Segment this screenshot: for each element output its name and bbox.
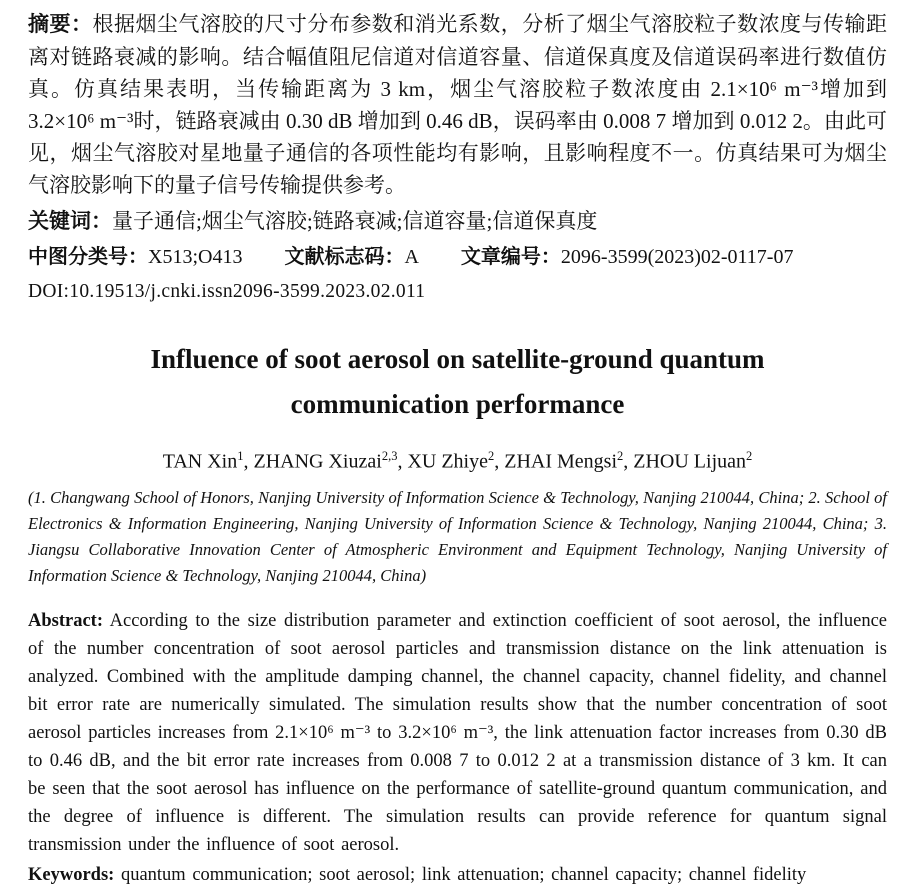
author-name: ZHOU Lijuan [633, 450, 747, 473]
doi-line: DOI:10.19513/j.cnki.issn2096-3599.2023.02.011 [28, 281, 426, 302]
title-line-1: Influence of soot aerosol on satellite-ground quantum [150, 344, 765, 374]
affiliations: (1. Changwang School of Honors, Nanjing University of Information Science & Technology, Nanjing 210044, China; 2. School of Electronics & Information Engineering, Nanjing University of Information Science & Technology, Nanjing 210044, China; 3. Jiangsu Collaborative Innovation Center of Atmospheric Environment and Equipment Technology, Nanjing University of Information Science & Technology, Nanjing 210044, China) [28, 487, 887, 585]
cn-keywords-text: 量子通信;烟尘气溶胶;链路衰减;信道容量;信道保真度 [112, 209, 598, 233]
en-keywords-label: Keywords: [28, 864, 115, 885]
cn-keywords-label: 关键词： [28, 210, 112, 233]
author-separator: , [397, 450, 408, 473]
en-keywords-line [28, 861, 887, 889]
author-superscript: 2 [746, 449, 753, 463]
doc-code-label: 文献标志码： [284, 246, 405, 268]
article-no-label: 文章编号： [460, 246, 561, 268]
author-name: TAN Xin [162, 450, 238, 473]
title-line-2: communication performance [290, 389, 625, 419]
author-superscript: 2 [487, 449, 495, 463]
en-keywords-text: quantum communication; soot aerosol; link attenuation; channel capacity; channel fidelity [120, 864, 807, 885]
author-name: ZHAI Mengsi [504, 450, 617, 473]
author-name: ZHANG Xiuzai [253, 450, 382, 473]
author-superscript: 1 [237, 449, 244, 463]
author-separator: , [623, 450, 634, 473]
cn-abstract-text: 根据烟尘气溶胶的尺寸分布参数和消光系数，分析了烟尘气溶胶粒子数浓度与传输距离对链路衰减的影响。结合幅值阻尼信道对信道容量、信道保真度及信道误码率进行数值仿真。仿真结果表明，当传输距离为 3 km，烟尘气溶胶粒子数浓度由 2.1×10⁶ m⁻³增加到 3.2×10⁶ m⁻³时，链路衰减由 0.30 dB 增加到 0.46 dB，误码率由 0.008 7 增加到 0.012 2。由此可见，烟尘气溶胶对星地量子通信的各项性能均有影响，且影响程度不一。仿真结果可为烟尘气溶胶影响下的量子信号传输提供参考。 [28, 12, 888, 197]
doc-code-value: A [404, 246, 419, 268]
cn-meta-line [28, 241, 887, 273]
clc-label: 中图分类号： [28, 246, 148, 268]
clc-value: X513;O413 [148, 246, 243, 268]
en-abstract-paragraph [28, 607, 887, 859]
authors-line [28, 443, 887, 475]
cn-keywords-line [28, 205, 887, 238]
author-separator: , [243, 450, 254, 473]
cn-abstract-paragraph [28, 8, 887, 201]
en-abstract-text: According to the size distribution parameter and extinction coefficient of soot aerosol, the influence of the number concentration of soot aerosol particles and transmission distance on the link attenuation is analyzed. Combined with the amplitude damping channel, the channel capacity, channel fidelity, and channel bit error rate are numerically simulated. The simulation results show that the number concentration of soot aerosol particles increases from 2.1×10⁶ m⁻³ to 3.2×10⁶ m⁻³, the link attenuation factor increases from 0.30 dB to 0.46 dB, and the bit error rate increases from 0.008 7 to 0.012 2 at a transmission distance of 3 km. It can be seen that the soot aerosol has influence on the performance of satellite-ground quantum communication, and the degree of influence is different. The simulation results can provide reference for quantum signal transmission under the influence of soot aerosol. [28, 610, 887, 855]
paper-title [28, 337, 887, 427]
author-separator: , [494, 450, 505, 473]
author-name: XU Zhiye [407, 450, 488, 473]
cn-abstract-label: 摘要： [28, 13, 93, 36]
author-superscript: 2,3 [381, 449, 398, 463]
author-superscript: 2 [617, 449, 624, 463]
en-abstract-label: Abstract: [28, 610, 104, 631]
article-no-value: 2096-3599(2023)02-0117-07 [560, 246, 794, 268]
